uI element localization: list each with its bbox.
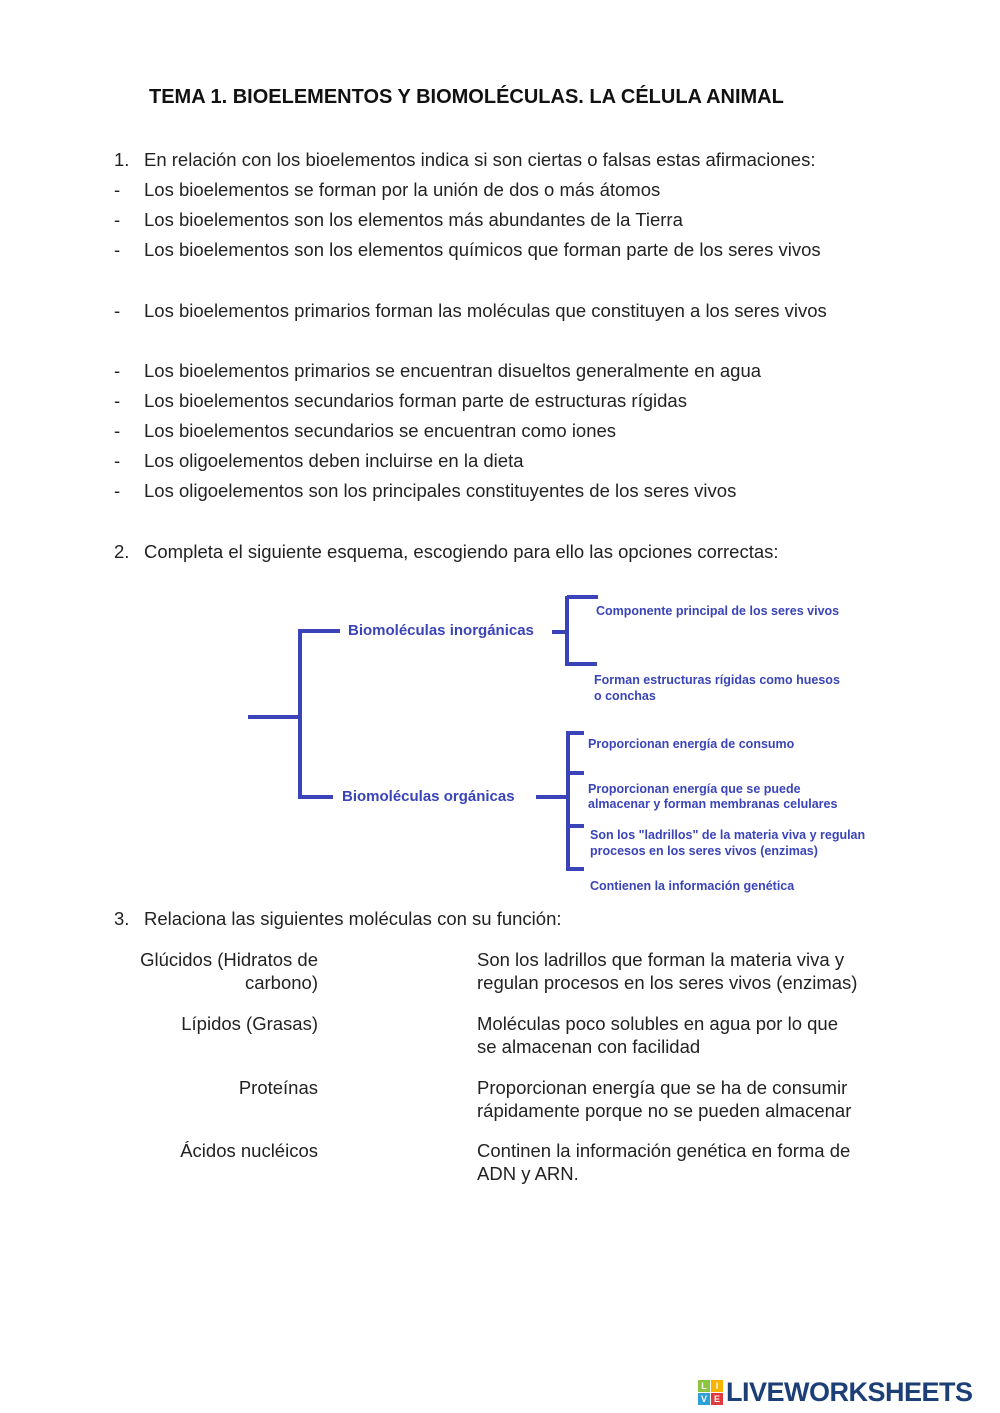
question-3-prompt: Relaciona las siguientes moléculas con su función: — [144, 908, 562, 929]
function-cell[interactable] — [477, 948, 857, 994]
page-title: TEMA 1. BIOELEMENTOS Y BIOMOLÉCULAS. LA CÉLULA ANIMAL — [149, 86, 784, 108]
question-1-prompt: En relación con los bioelementos indica si son ciertas o falsas estas afirmaciones: — [144, 149, 816, 170]
bullet-dash: - — [114, 450, 121, 471]
molecule-line: Lípidos (Grasas) — [181, 1013, 318, 1034]
live-blocks-icon: L I V E — [698, 1380, 723, 1405]
function-line: Son los ladrillos que forman la materia viva y — [477, 949, 845, 970]
statement-item[interactable]: Los bioelementos secundarios se encuentran como iones — [144, 420, 617, 441]
inorganic-biomolecules-label: Biomoléculas inorgánicas — [348, 622, 534, 639]
bullet-dash: - — [114, 300, 121, 321]
function-line: regulan procesos en los seres vivos (enzimas) — [477, 972, 858, 993]
bullet-dash: - — [114, 179, 121, 200]
question-number: 2. — [114, 541, 130, 562]
scheme-option[interactable]: Forman estructuras rígidas como huesos — [594, 673, 840, 687]
function-cell[interactable] — [477, 1139, 850, 1185]
statement-item[interactable]: Los bioelementos son los elementos químicos que forman parte de los seres vivos — [144, 239, 821, 260]
scheme-option[interactable]: o conchas — [594, 689, 656, 703]
statement-item[interactable]: Los bioelementos primarios forman las moléculas que constituyen a los seres vivos — [144, 300, 827, 321]
bullet-dash: - — [114, 420, 121, 441]
scheme-option[interactable]: Contienen la información genética — [590, 879, 795, 893]
scheme-option[interactable]: Son los "ladrillos" de la materia viva y regulan — [590, 828, 866, 842]
question-number: 1. — [114, 149, 130, 170]
scheme-option[interactable]: procesos en los seres vivos (enzimas) — [590, 844, 818, 858]
molecule-cell[interactable] — [181, 1012, 318, 1035]
statement-item[interactable]: Los bioelementos primarios se encuentran disueltos generalmente en agua — [144, 360, 762, 381]
bullet-dash: - — [114, 480, 121, 501]
function-line: Moléculas poco solubles en agua por lo que — [477, 1013, 838, 1034]
bullet-dash: - — [114, 360, 121, 381]
molecule-line: Glúcidos (Hidratos de — [140, 949, 318, 970]
question-2-prompt: Completa el siguiente esquema, escogiendo para ello las opciones correctas: — [144, 541, 779, 562]
scheme-option[interactable]: Proporcionan energía de consumo — [588, 737, 795, 751]
question-number: 3. — [114, 908, 130, 929]
function-line: Continen la información genética en forma de — [477, 1140, 851, 1161]
liveworksheets-logo — [698, 1377, 973, 1408]
organic-biomolecules-label: Biomoléculas orgánicas — [342, 788, 515, 805]
molecule-cell[interactable] — [180, 1139, 318, 1162]
statement-item[interactable]: Los bioelementos secundarios forman parte de estructuras rígidas — [144, 390, 687, 411]
bullet-dash: - — [114, 390, 121, 411]
molecule-line: Ácidos nucléicos — [180, 1140, 318, 1161]
function-line: Proporcionan energía que se ha de consumir — [477, 1077, 848, 1098]
function-cell[interactable] — [477, 1076, 851, 1122]
function-line: ADN y ARN. — [477, 1163, 579, 1184]
statement-item[interactable]: Los oligoelementos son los principales constituyentes de los seres vivos — [144, 480, 737, 501]
scheme-option[interactable]: Proporcionan energía que se puede — [588, 782, 801, 796]
scheme-option[interactable]: almacenar y forman membranas celulares — [588, 797, 838, 811]
statement-item[interactable]: Los oligoelementos deben incluirse en la dieta — [144, 450, 524, 471]
molecule-line: carbono) — [244, 972, 318, 993]
function-line: rápidamente porque no se pueden almacenar — [477, 1100, 852, 1121]
statement-item[interactable]: Los bioelementos son los elementos más abundantes de la Tierra — [144, 209, 683, 230]
molecule-cell[interactable] — [239, 1076, 318, 1099]
molecule-line: Proteínas — [238, 1077, 318, 1098]
function-cell[interactable] — [477, 1012, 838, 1058]
statement-item[interactable]: Los bioelementos se forman por la unión de dos o más átomos — [144, 179, 661, 200]
logo-text: LIVEWORKSHEETS — [726, 1377, 973, 1407]
function-line: se almacenan con facilidad — [477, 1036, 701, 1057]
scheme-option[interactable]: Componente principal de los seres vivos — [596, 604, 840, 618]
bullet-dash: - — [114, 239, 121, 260]
bullet-dash: - — [114, 209, 121, 230]
molecule-cell[interactable] — [140, 948, 318, 994]
